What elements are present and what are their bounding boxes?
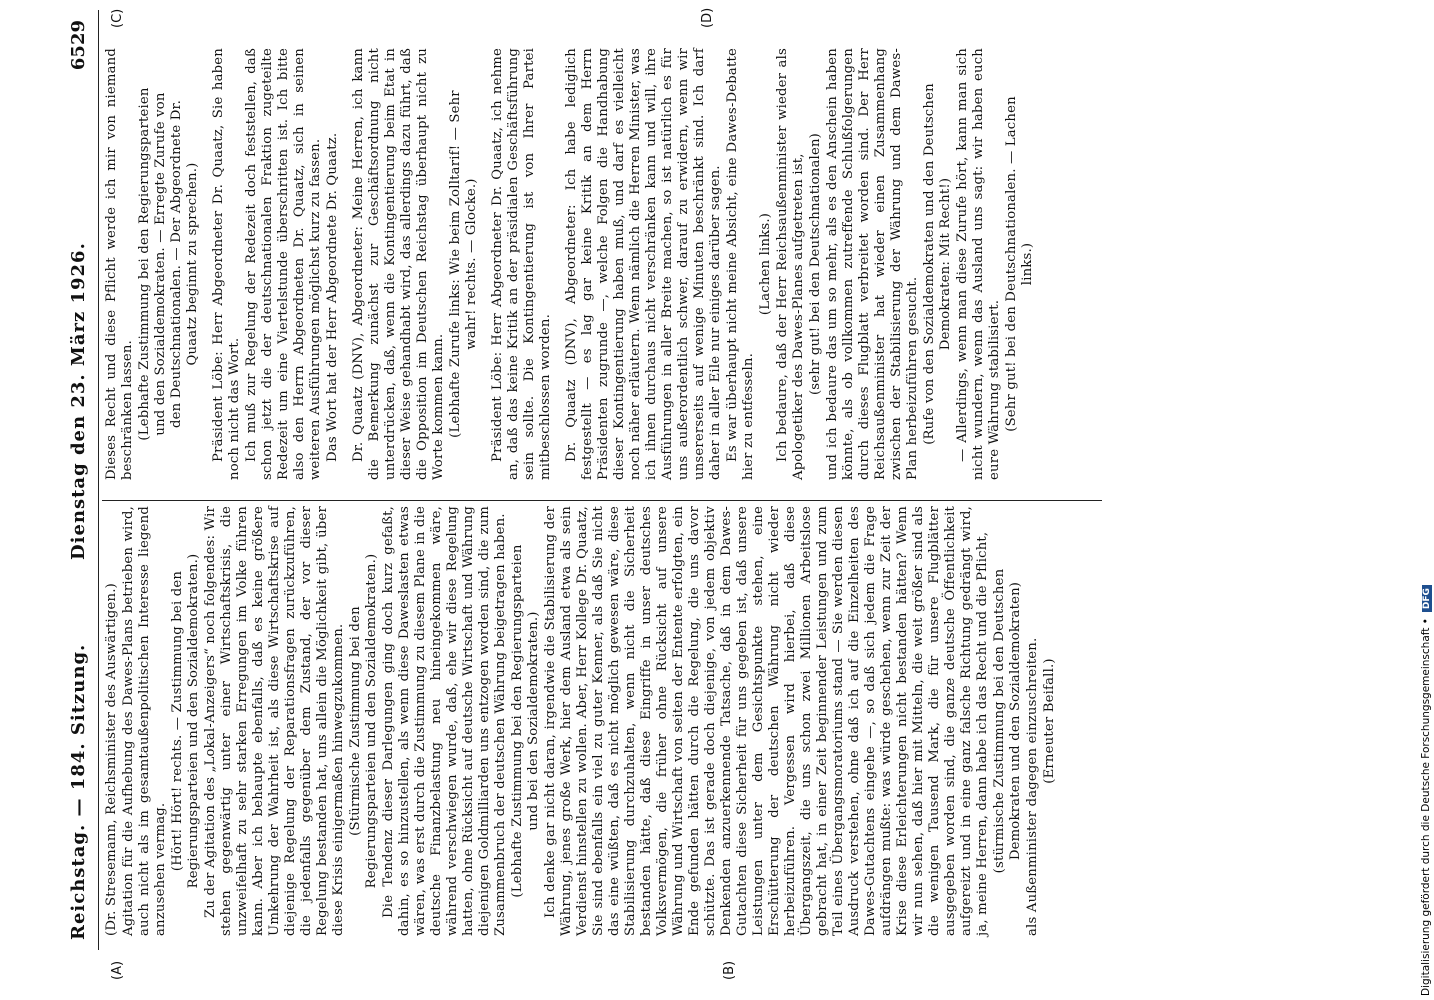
column-divider — [102, 500, 1102, 501]
speaker-paragraph: Dr. Quaatz (DNV), Abgeordneter: Meine Herren, ich kann die Bemerkung zunächst zur Geschäftsordnung nicht unterdrücken, daß, wenn die Kontingentierung beim Etat in dieser Weise gehandhabt wird, das allerdings dazu führt, daß die Opposition im Deutschen Reichstag überhaupt nicht zu Worte kommen kann. — [351, 48, 446, 480]
interjection-paragraph: (Sehr gut! bei den Deutschnationalen. — Lachen links.) — [1004, 96, 1035, 432]
page-header — [66, 20, 94, 940]
text-paragraph: Ich muß zur Regelung der Redezeit doch feststellen, daß schon jetzt die der deutschnationalen Fraktion zugeteilte Redezeit um eine Viertelstunde überschritten ist. Ich bitte also den Herrn Abgeordneten Dr. Quaatz, sich in seinen weiteren Ausführungen möglichst kurz zu fassen. — [244, 48, 323, 480]
text-paragraph: Agitation für die Aufhebung des Dawes-Plans betrieben wird, auch nicht als im gesamtaußenpolitischen Interesse liegend anzusehen vermag. — [121, 506, 168, 936]
interjection-paragraph: (sehr gut! bei den Deutschnationalen) — [808, 132, 823, 396]
interjection-paragraph: (stürmische Zustimmung bei den Deutschen Demokraten und den Sozialdemokraten) — [992, 568, 1023, 874]
margin-marker-a: (A) — [110, 960, 125, 980]
text-column-left — [104, 506, 1059, 936]
text-paragraph: Die Tendenz dieser Darlegungen ging doch kurz gefaßt, dahin, es so hinzustellen, als wenn diese Daweslasten etwas wären, was erst durch die Zustimmung zu diesem Plane in die deutsche Finanzbelastung neu hineingekommen wäre, während verschwiegen wurde, daß, ehe wir diese Regelung hatten, ohne Rücksicht auf deutsche Wirtschaft und Währung diejenigen Goldmilliarden uns entzogen worden sind, die zum Zusammenbruch der deutschen Währung beigetragen haben. — [381, 506, 508, 936]
speaker-paragraph: Präsident Löbe: Herr Abgeordneter Dr. Quaatz, Sie haben noch nicht das Wort. — [211, 48, 242, 480]
header-rule — [98, 10, 99, 950]
text-paragraph: als Außenminister dagegen einzuschreiten. — [1025, 637, 1040, 936]
interjection-paragraph: (Stürmische Zustimmung bei den Regierungsparteien und den Sozialdemokraten.) — [348, 553, 379, 889]
text-paragraph: Es war überhaupt nicht meine Absicht, eine Dawes-Debatte hier zu entfesseln. — [725, 48, 756, 480]
digitization-sidebar — [1418, 8, 1434, 998]
header-date: Dienstag den 23. März 1926. — [68, 242, 89, 560]
text-paragraph: Ich bedaure, daß der Herr Reichsaußenminister wieder als Apologetiker des Dawes-Planes aufgetreten ist, — [775, 48, 806, 480]
speaker-paragraph: Präsident Löbe: Herr Abgeordneter Dr. Quaatz, ich nehme an, daß das keine Kritik an der präsidialen Geschäftsführung sein sollte. Die Kontingentierung ist von Ihrer Partei mitbeschlossen worden. — [490, 48, 553, 480]
speaker-paragraph: Dr. Quaatz (DNV), Abgeordneter: Ich habe lediglich festgestellt — es lag gar keine Kritik an dem Herrn Präsidenten zugrunde —, welche Folgen die Handhabung dieser Kontingentierung haben muß, und darf es vielleicht noch näher erläutern. Wenn nämlich die Herren Minister, was ich ihnen durchaus nicht verschränken kann und will, ihre Ausführungen in aller Breite machen, so ist natürlich es für uns außerordentlich schwer, darauf zu erwidern, wenn wir unsererseits auf wenige Minuten beschränkt sind. Ich darf daher in aller Eile nur einiges darüber sagen. — [564, 48, 723, 480]
dfg-logo: DFG — [1422, 585, 1432, 612]
text-paragraph: (Dr. Stresemann, Reichsminister des Auswärtigen.) — [104, 583, 119, 936]
text-paragraph: Ich denke gar nicht daran, irgendwie die Stabilisierung der Währung, jenes große Werk, hier dem Ausland etwa als sein Verdienst hinstellen zu wollen. Aber, Herr Kollege Dr. Quaatz, Sie sind ebenfalls ein viel zu guter Kenner, als daß Sie nicht das eine wüßten, daß es nicht möglich gewesen wäre, diese Stabilisierung durchzuhalten, wenn nicht die Sicherheit bestanden hätte, daß diese Eingriffe in unser deutsches Volksvermögen, die früher ohne Rücksicht auf unsere Währung und Wirtschaft von seiten der Entente erfolgten, ein Ende gefunden hätten durch die Regelung, die uns davor schützte. Das ist gerade doch diejenige, von jedem objektiv Denkenden anzuerkennende Tatsache, daß in dem Dawes-Gutachten diese Sicherheit für uns gegeben ist, daß unsere Leistungen unter dem Gesichtspunkte stehen, eine Erschütterung der deutschen Währung nicht wieder herbeizuführen. Vergessen wird hierbei, daß diese Übergangszeit, die uns schon zwei Millionen Arbeitslose gebracht hat, in einer Zeit beginnender Leistungen und zum Teil eines Übergangsmoratoriums stand — Sie werden diesen Ausdruck verstehen, ohne daß ich auf die Einzelheiten des Dawes-Gutachtens eingehe —, so daß sich jedem die Frage aufdrängen mußte: was würde geschehen, wenn zur Zeit der Krise diese Erleichterungen nicht bestanden hätten? Wenn wir nun sehen, daß hier mit Mitteln, die weit größer sind als die wenigen Tausend Mark, die für unsere Flugblätter ausgegeben worden sind, die ganze deutsche Öffentlichkeit aufgereizt und in eine ganz falsche Richtung gedrängt wird, ja, meine Herren, dann habe ich das Recht und die Pflicht, — [543, 506, 990, 936]
margin-marker-c: (C) — [110, 8, 125, 28]
interjection-paragraph: (Lebhafte Zustimmung bei den Regierungsparteien und den Sozialdemokraten. — Erregte Zurufe von den Deutschnationalen. — Der Abgeordnete Dr. Quaatz beginnt zu sprechen.) — [137, 87, 200, 441]
margin-marker-b: (B) — [722, 960, 737, 980]
header-session: Reichstag. — 184. Sitzung. — [68, 643, 89, 940]
funding-note: Digitalisierung gefördert durch die Deutsche Forschungsgemeinschaft • — [1420, 618, 1432, 996]
interjection-paragraph: (Lebhafte Zustimmung bei den Regierungsparteien und bei den Sozialdemokraten.) — [510, 544, 541, 898]
text-paragraph: Dieses Recht und diese Pflicht werde ich mir von niemand beschränken lassen. — [104, 48, 135, 480]
margin-marker-d: (D) — [700, 7, 715, 28]
text-column-right — [104, 48, 1037, 480]
interjection-paragraph: (Erneuter Beifall.) — [1042, 658, 1057, 784]
text-paragraph: Zu der Agitation des „Lokal-Anzeigers“ noch folgendes: Wir stehen gegenwärtig unter einer Wirtschaftskrisis, die unzweifelhaft zu sehr starken Erregungen im Volke führen kann. Aber ich behaupte ebenfalls, daß es keine größere Umkehrung der Wahrheit ist, als diese Wirtschaftskrise auf diejenige Regelung der Reparationsfragen zurückzuführen, die jedenfalls gegenüber dem Zustand, der vor dieser Regelung bestanden hat, uns allein die Möglichkeit gibt, über diese Krisis einigermaßen hinwegzukommen. — [203, 506, 346, 936]
text-paragraph: und ich bedaure das um so mehr, als es den Anschein haben könnte, als ob vollkommen zutreffende Schlußfolgerungen durch dieses Flugblatt verbreitet worden sind. Der Herr Reichsaußenminister hat wieder einen Zusammenhang zwischen der Stabilisierung der Währung und dem Dawes-Plan herbeizuführen gesucht. — [825, 48, 920, 480]
interjection-paragraph: (Hört! Hört! rechts. — Zustimmung bei den Regierungsparteien und den Sozialdemokraten.) — [170, 553, 201, 889]
sidebar-text-line — [1420, 6, 1434, 996]
interjection-paragraph: (Rufe von den Sozialdemokraten und den Deutschen Demokraten: Mit Recht!) — [922, 83, 953, 445]
page-number: 6529 — [68, 20, 89, 71]
interjection-paragraph: (Lebhafte Zurufe links: Wie beim Zolltarif! — Sehr wahr! rechts. — Glocke.) — [448, 90, 479, 438]
interjection-paragraph: (Lachen links.) — [758, 212, 773, 316]
text-paragraph: Das Wort hat der Herr Abgeordnete Dr. Quaatz. — [325, 132, 340, 462]
text-paragraph: — Allerdings, wenn man diese Zurufe hört, kann man sich nicht wundern, wenn das Ausland uns sagt: wir haben euch eure Währung stabilisiert. — [955, 48, 1002, 480]
